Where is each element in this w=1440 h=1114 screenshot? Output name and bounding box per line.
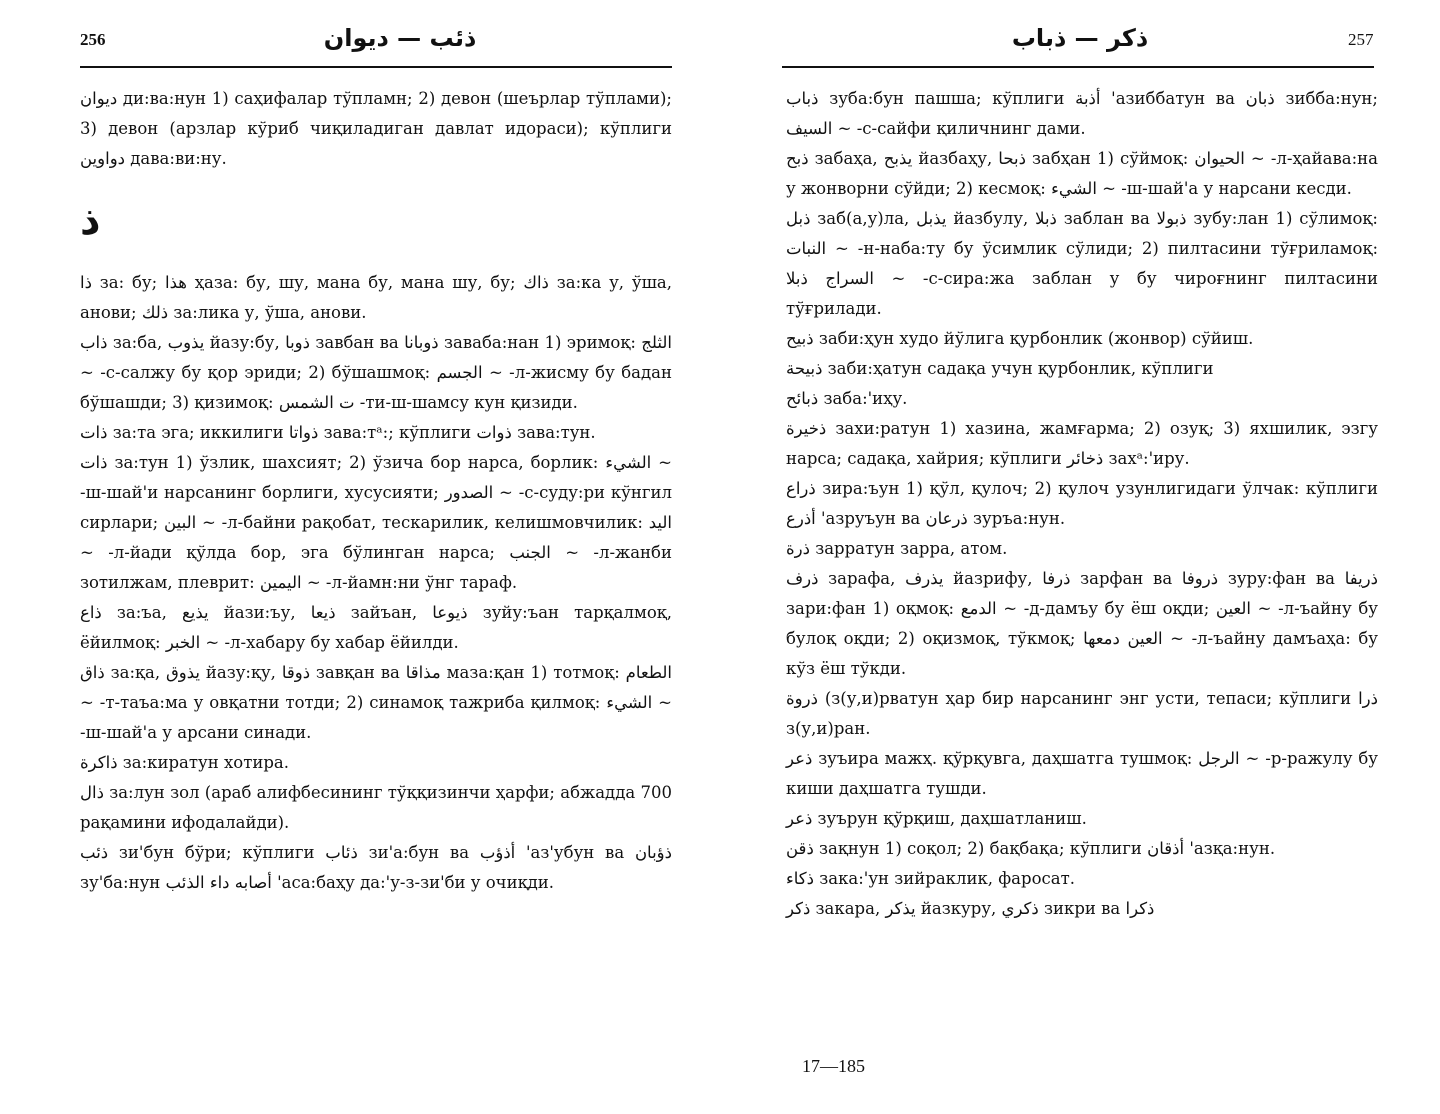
- dictionary-entry: ذا за: бу; هذا ҳаза: бу, шу, мана бу, мана шу, бу; ذاك за:ка у, ўша, анови; ذلك за:лика у, ўша, анови.: [80, 273, 672, 322]
- dictionary-entry: ذعر зуъира мажҳ. қўрқувга, даҳшатга тушмоқ: الرجل ~ -р-ражулу бу киши даҳшатга тушди.: [786, 749, 1378, 798]
- dictionary-entry: ذكر закара, يذكر йазкуру, ذكري зикри ва ذكرا: [786, 899, 1155, 918]
- dictionary-entry: ذبيح заби:ҳун худо йўлига қурбонлик (жонвор) сўйиш.: [786, 329, 1254, 348]
- header-rule: [782, 66, 1374, 68]
- dictionary-entry: ذراع зира:ъун 1) қўл, қулоч; 2) қулоч узунлигидаги ўлчак: кўплиги أذرع 'азруъун ва ذرعان зуръа:нун.: [786, 479, 1378, 528]
- dictionary-entry: ذات за:та эга; иккилиги ذواتا зава:тᵃ:; кўплиги ذوات зава:тун.: [80, 423, 596, 442]
- dictionary-entry: ذبح забаҳа, يذبح йазбаҳу, ذبحا забҳан 1) сўймоқ: الحيوان ~ -л-ҳайава:на у жонворни сўйди; 2) кесмоқ: الشيء ~ -ш-шай'а у нарсани кесди.: [786, 149, 1378, 198]
- header-rule: [80, 66, 672, 68]
- dictionary-entry: ذباب зуба:бун пашша; кўплиги أذبة 'азиббатун ва ذبان зибба:нун; السيف ~ -с-сайфи қиличнинг дами.: [786, 89, 1378, 138]
- page-number: 256: [80, 30, 106, 49]
- dictionary-entry: ذاق за:қа, يذوق йазу:қу, ذوقا завқан ва مذاقا маза:қан 1) тотмоқ: الطعام ~ -т-таъа:ма у овқатни тотди; 2) синамоқ тажриба қилмоқ: الشيء ~ -ш-шай'а у арсани синади.: [80, 663, 672, 742]
- dictionary-entry: ذعر зуърун қўрқиш, даҳшатланиш.: [786, 809, 1087, 828]
- dictionary-entry: ذال за:лун зол (араб алифбесининг тўққизинчи ҳарфи; абжадда 700 рақамини ифодалайди).: [80, 783, 672, 832]
- dictionary-entry: ذقن зақнун 1) соқол; 2) бақбақа; кўплиги أذقان 'азқа:нун.: [786, 839, 1276, 858]
- dictionary-entry: ذخيرة захи:ратун 1) хазина, жамғарма; 2) озуқ; 3) яхшилик, эзгу нарса; садақа, хайрия; кўплиги ذخائر захᵃ:'иру.: [786, 419, 1378, 468]
- dictionary-entry: ذرة зарратун зарра, атом.: [786, 539, 1008, 558]
- signature-mark: 17—185: [802, 1056, 865, 1076]
- dictionary-entry: ذاكرة за:киратун хотира.: [80, 753, 289, 772]
- section-letter: ذ: [80, 198, 101, 244]
- dictionary-entry: ذرف зарафа, يذرف йазрифу, ذرفا зарфан ва ذروفا зуру:фан ва ذريفا зари:фан 1) оқмоқ: الدمع ~ -д-дамъу бу ёш оқди; العين ~ -л-ъайну бу булоқ оқди; 2) оқизмоқ, тўкмоқ; العين دمعها ~ -л-ъайну дамъаҳа: бу кўз ёш тўкди.: [786, 569, 1378, 678]
- dictionary-entry: ذكاء зака:'ун зийраклик, фаросат.: [786, 869, 1075, 888]
- dictionary-entry: ذبل заб(а,у)ла, يذبل йазбулу, ذبلا заблан ва ذبولا зубу:лан 1) сўлимоқ: النبات ~ -н-наба:ту бу ўсимлик сўлиди; 2) пилтасини тўғриламоқ: السراج ذبلا ~ -с-сира:жа заблан у бу чироғнинг пилтасини тўғрилади.: [786, 209, 1378, 318]
- dictionary-entry: ذروة (з(у,и)рватун ҳар бир нарсанинг энг усти, тепаси; кўплиги ذرا з(у,и)ран.: [786, 689, 1378, 738]
- page-number: 257: [1348, 30, 1374, 49]
- running-head: ذكر — ذباب: [1011, 24, 1149, 52]
- dictionary-column: [80, 84, 672, 898]
- dictionary-entry: ذبائح заба:'иҳу.: [786, 389, 908, 408]
- running-head: ذئب — ديوان: [323, 24, 477, 52]
- dictionary-column: [786, 84, 1378, 924]
- dictionary-entry: ذات за:тун 1) ўзлик, шахсият; 2) ўзича бор нарса, борлик: الشيء ~ -ш-шай'и нарсанинг борлиги, хусусияти; الصدور ~ -с-суду:ри кўнгил сирлари; البين ~ -л-байни рақобат, тескарилик, келишмовчилик: اليد ~ -л-йади қўлда бор, эга бўлинган нарса; الجنب ~ -л-жанби зотилжам, плеврит: اليمين ~ -л-йамн:ни ўнг тараф.: [80, 453, 673, 592]
- dictionary-entry: ديوان ди:ва:нун 1) саҳифалар тўпламн; 2) девон (шеърлар тўплами); 3) девон (арзлар кўриб чиқиладиган давлат идораси); кўплиги دواوين дава:ви:ну.: [80, 89, 672, 168]
- dictionary-entry: ذاب за:ба, يذوب йазу:бу, ذوبا завбан ва ذوبانا заваба:нан 1) эримоқ: الثلج ~ -с-салжу бу қор эриди; 2) бўшашмоқ: الجسم ~ -л-жисму бу бадан бўшашди; 3) қизимоқ: ت الشمس -ти-ш-шамсу кун қизиди.: [80, 333, 672, 412]
- right-page: [720, 0, 1440, 1114]
- dictionary-entry: ذئب зи'бун бўри; кўплиги ذئاب зи'а:бун ва أذؤب 'аз'убун ва ذؤبان зу'ба:нун أصابه داء الذئب 'аса:баҳу да:'у-з-зи'би у очиқди.: [80, 843, 672, 892]
- dictionary-entry: ذبيحة заби:ҳатун садақа учун қурбонлик, кўплиги: [786, 359, 1214, 378]
- dictionary-entry: ذاع за:ъа, يذيع йази:ъу, ذيعا зайъан, ذيوعا зуйу:ъан тарқалмоқ, ёйилмоқ: الخبر ~ -л-хабару бу хабар ёйилди.: [80, 603, 672, 652]
